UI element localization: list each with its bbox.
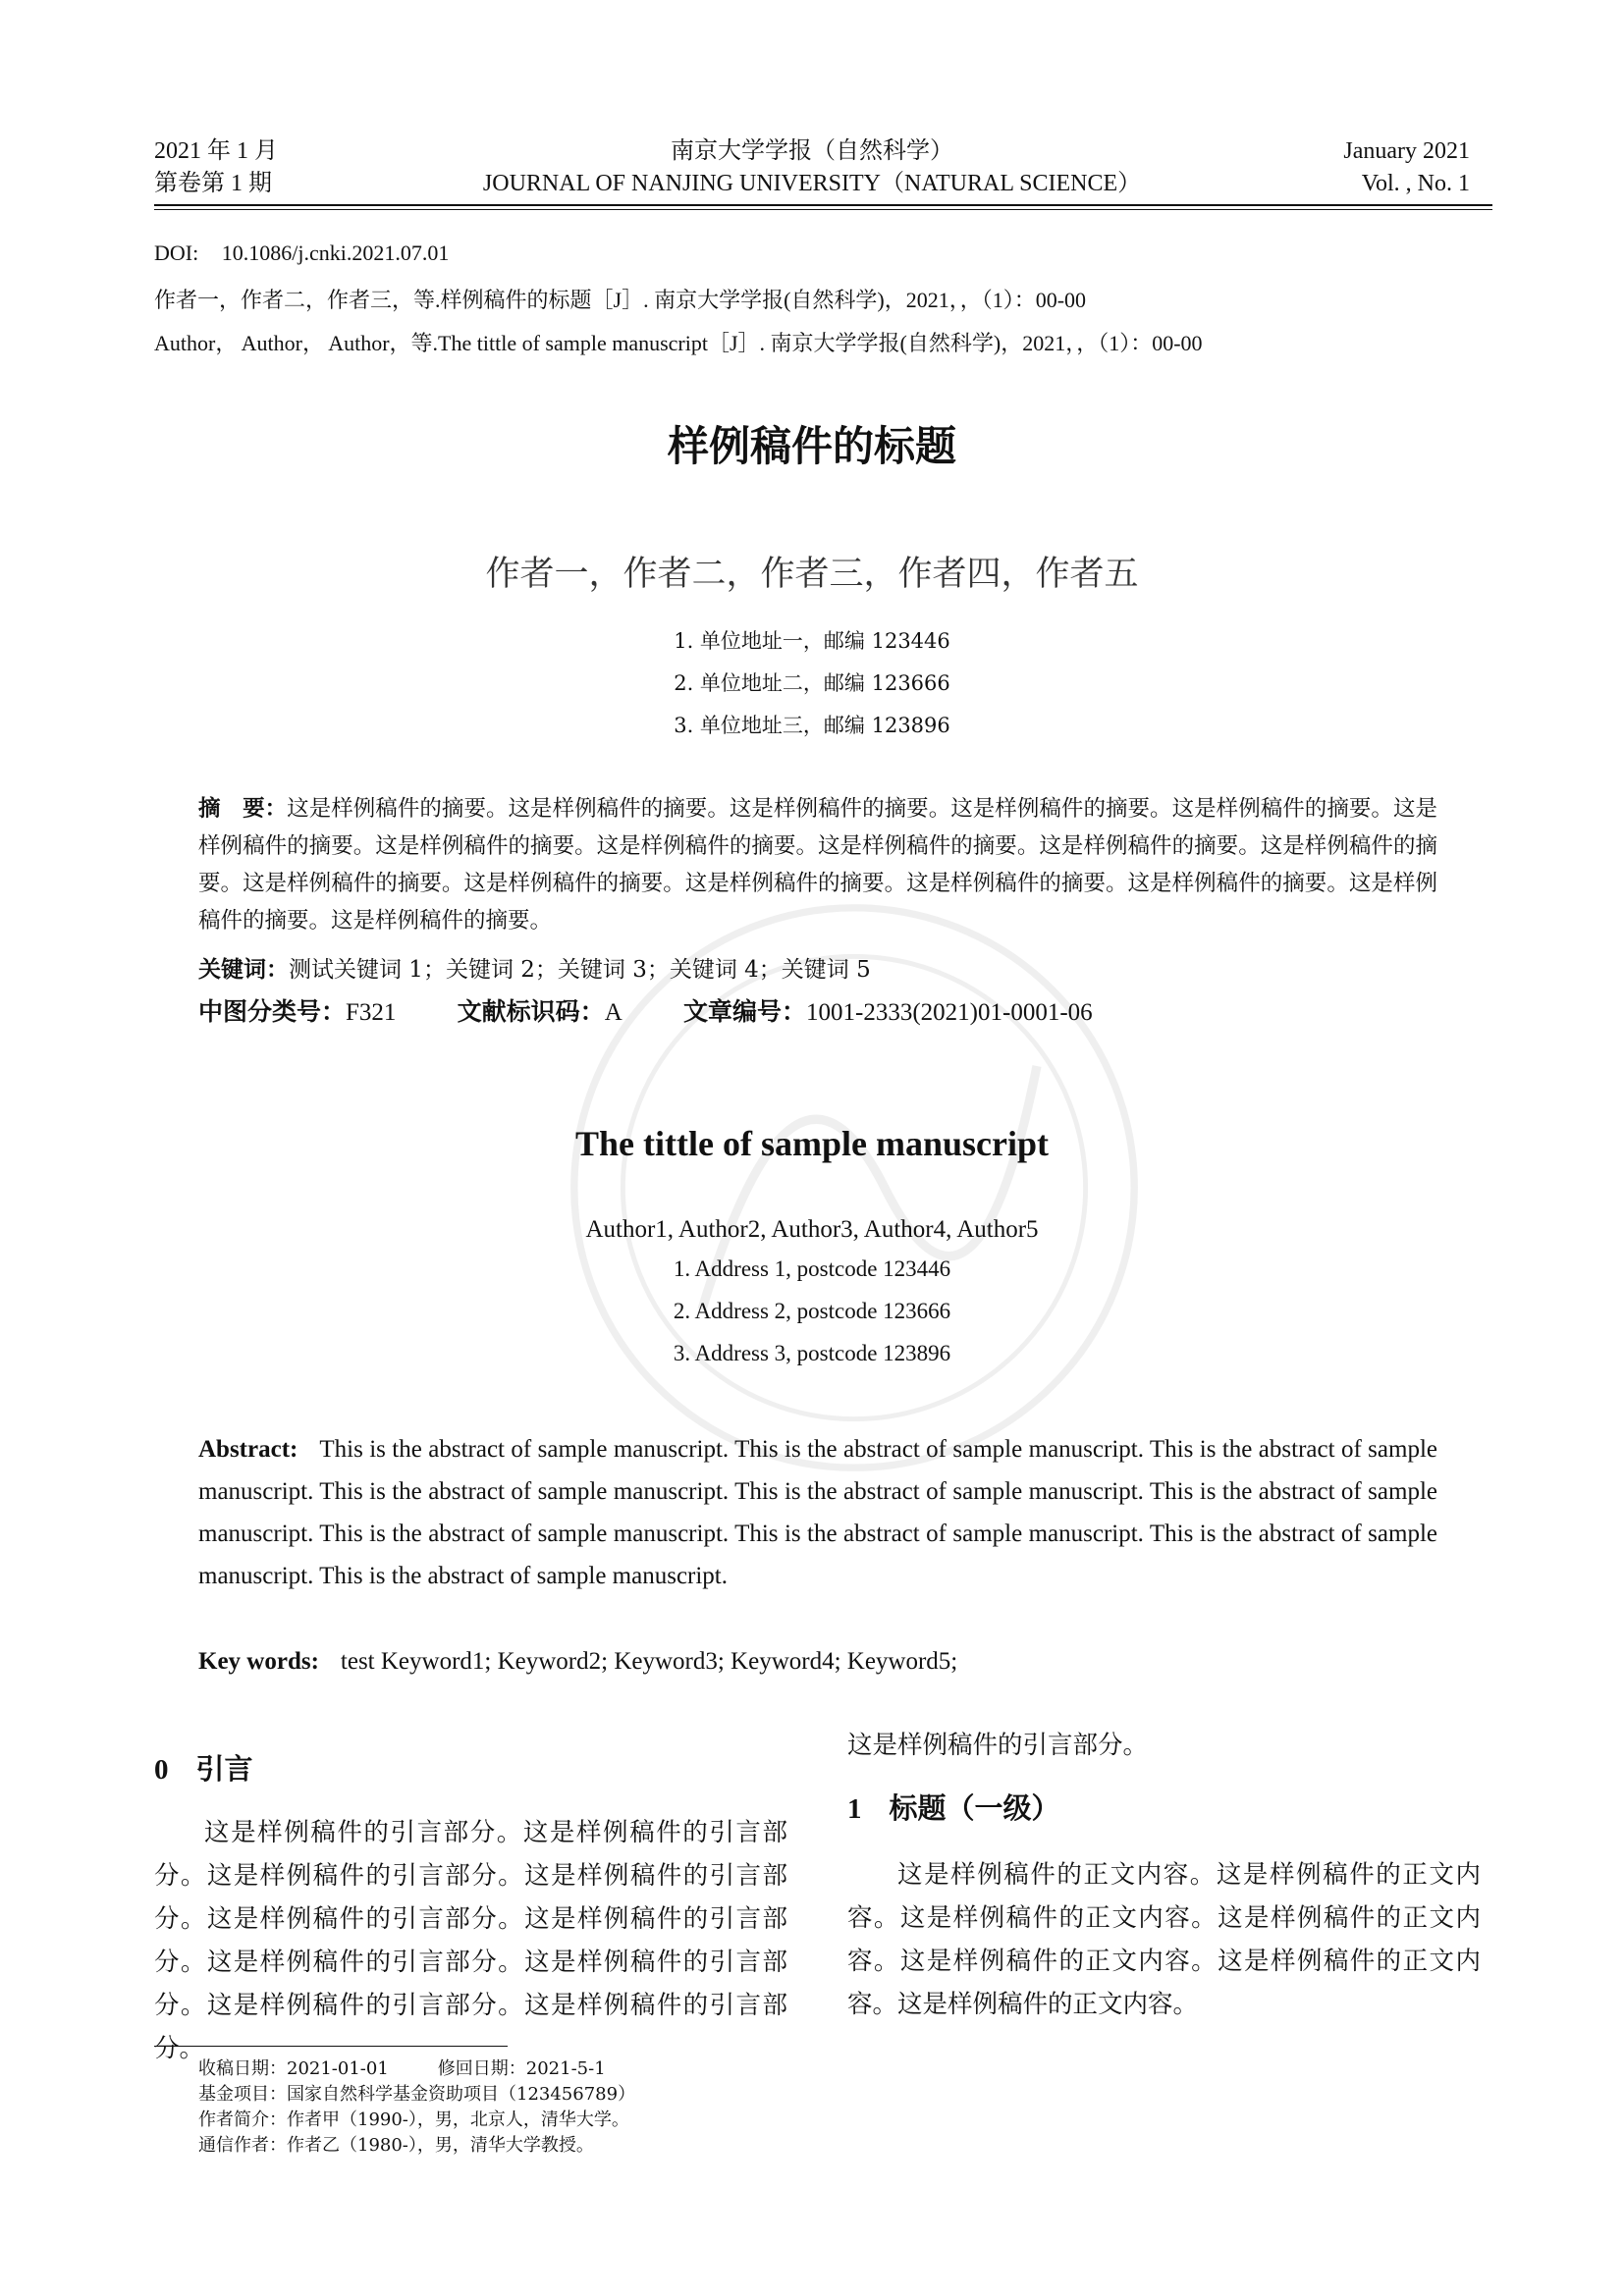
header-issue-en [1343, 135, 1470, 200]
address-en-1: 1. Address 1, postcode 123446 [673, 1256, 951, 1281]
keywords-cn-label: 关键词： [198, 957, 289, 983]
address-en-3: 3. Address 3, postcode 123896 [673, 1341, 951, 1365]
address-en-2: 2. Address 2, postcode 123666 [673, 1299, 951, 1323]
section-title-1: 标题（一级） [889, 1791, 1060, 1825]
doi-value[interactable]: 10.1086/j.cnki.2021.07.01 [221, 240, 450, 265]
doi-label: DOI: [154, 240, 199, 265]
keywords-en [198, 1644, 957, 1680]
abstract-en-label: Abstract: [198, 1436, 298, 1463]
section-number-intro: 0 [154, 1754, 169, 1786]
clc-value: F321 [346, 999, 397, 1026]
section-heading-1 [847, 1787, 1481, 1831]
abstract-en-text: This is the abstract of sample manuscript. This is the abstract of sample manuscript. This is the abstract of sample manuscript. This is the abstract of sample manuscript. This is the abstract of sample manuscript. This is the abstract of sample manuscript. This is the abstract of sample manuscript. This is the abstract of sample manuscript. This is the abstract of sample manuscript. This is the abstract of sample manuscript. [198, 1436, 1437, 1589]
address-cn-2: 2. 单位地址二，邮编 123666 [674, 671, 950, 695]
intro-paragraph: 这是样例稿件的引言部分。这是样例稿件的引言部分。这是样例稿件的引言部分。这是样例稿件的引言部分。这是样例稿件的引言部分。这是样例稿件的引言部分。这是样例稿件的引言部分。这是样例稿件的引言部分。这是样例稿件的引言部分。这是样例稿件的引言部分。 [154, 1818, 787, 2063]
header-date-en: January 2021 [1343, 138, 1470, 164]
keywords-cn [198, 952, 871, 988]
address-cn-3: 3. 单位地址三，邮编 123896 [674, 714, 950, 737]
article-number-value: 1001-2333(2021)01-0001-06 [806, 999, 1093, 1026]
clc-number [198, 999, 396, 1026]
footnote-corresponding: 通信作者：作者乙（1980-），男，清华大学教授。 [198, 2135, 594, 2156]
section-title-intro: 引言 [195, 1752, 253, 1786]
document-code [458, 999, 623, 1026]
section-heading-intro [154, 1747, 787, 1791]
paper-title-en: The tittle of sample manuscript [575, 1124, 1049, 1163]
paper-title-cn: 样例稿件的标题 [667, 422, 956, 470]
document-code-label: 文献标识码： [457, 997, 605, 1026]
abstract-cn-label: 摘 要： [198, 796, 288, 822]
revised-date: 修回日期：2021-5-1 [437, 2058, 606, 2079]
section-number-1: 1 [847, 1793, 862, 1825]
keywords-en-label: Key words: [198, 1648, 319, 1675]
header-rule-thin [154, 209, 1492, 210]
intro-paragraph-continued: 这是样例稿件的引言部分。 [847, 1731, 1149, 1760]
header-journal-cn: 南京大学学报（自然科学） [671, 138, 953, 164]
classification-line [198, 994, 1093, 1031]
article-number-label: 文章编号： [683, 997, 807, 1026]
header-volume-cn: 第卷第 1 期 [154, 171, 272, 196]
footnote-fund: 基金项目：国家自然科学基金资助项目（123456789） [198, 2084, 636, 2105]
footnote-rule [154, 2046, 508, 2047]
abstract-en [198, 1428, 1437, 1597]
footnote-author-bio: 作者简介：作者甲（1990-），男，北京人，清华大学。 [198, 2109, 629, 2130]
footnote-dates [198, 2056, 606, 2081]
header-rule-thick [154, 204, 1492, 206]
authors-en: Author1, Author2, Author3, Author4, Author5 [585, 1216, 1039, 1243]
keywords-en-text: test Keyword1; Keyword2; Keyword3; Keyword4; Keyword5; [340, 1648, 958, 1675]
abstract-cn [198, 790, 1437, 939]
header-journal-en: JOURNAL OF NANJING UNIVERSITY（NATURAL SCIENCE） [482, 171, 1142, 196]
address-cn-1: 1. 单位地址一，邮编 123446 [674, 629, 950, 653]
doi-line [154, 240, 449, 266]
keywords-cn-text: 测试关键词 1；关键词 2；关键词 3；关键词 4；关键词 5 [289, 957, 871, 983]
section-1-paragraph: 这是样例稿件的正文内容。这是样例稿件的正文内容。这是样例稿件的正文内容。这是样例稿件的正文内容。这是样例稿件的正文内容。这是样例稿件的正文内容。这是样例稿件的正文内容。 [847, 1860, 1481, 2019]
article-number [683, 999, 1093, 1026]
citation-en: Author， Author， Author，等.The tittle of sample manuscript［J］. 南京大学学报(自然科学)，2021，，（1）：00-00 [154, 331, 1203, 355]
citation-cn: 作者一，作者二，作者三，等.样例稿件的标题［J］. 南京大学学报(自然科学)，2021，，（1）：00-00 [154, 288, 1087, 312]
header-volume-en: Vol. , No. 1 [1361, 171, 1470, 196]
document-code-value: A [604, 999, 623, 1026]
clc-label: 中图分类号： [198, 997, 347, 1026]
header-date-cn: 2021 年 1 月 [154, 138, 278, 164]
received-date: 收稿日期：2021-01-01 [198, 2058, 389, 2079]
authors-cn: 作者一，作者二，作者三，作者四，作者五 [485, 555, 1139, 594]
abstract-cn-text: 这是样例稿件的摘要。这是样例稿件的摘要。这是样例稿件的摘要。这是样例稿件的摘要。这是样例稿件的摘要。这是样例稿件的摘要。这是样例稿件的摘要。这是样例稿件的摘要。这是样例稿件的摘要。这是样例稿件的摘要。这是样例稿件的摘要。这是样例稿件的摘要。这是样例稿件的摘要。这是样例稿件的摘要。这是样例稿件的摘要。这是样例稿件的摘要。这是样例稿件的摘要。这是样例稿件的摘要。 [198, 796, 1437, 934]
